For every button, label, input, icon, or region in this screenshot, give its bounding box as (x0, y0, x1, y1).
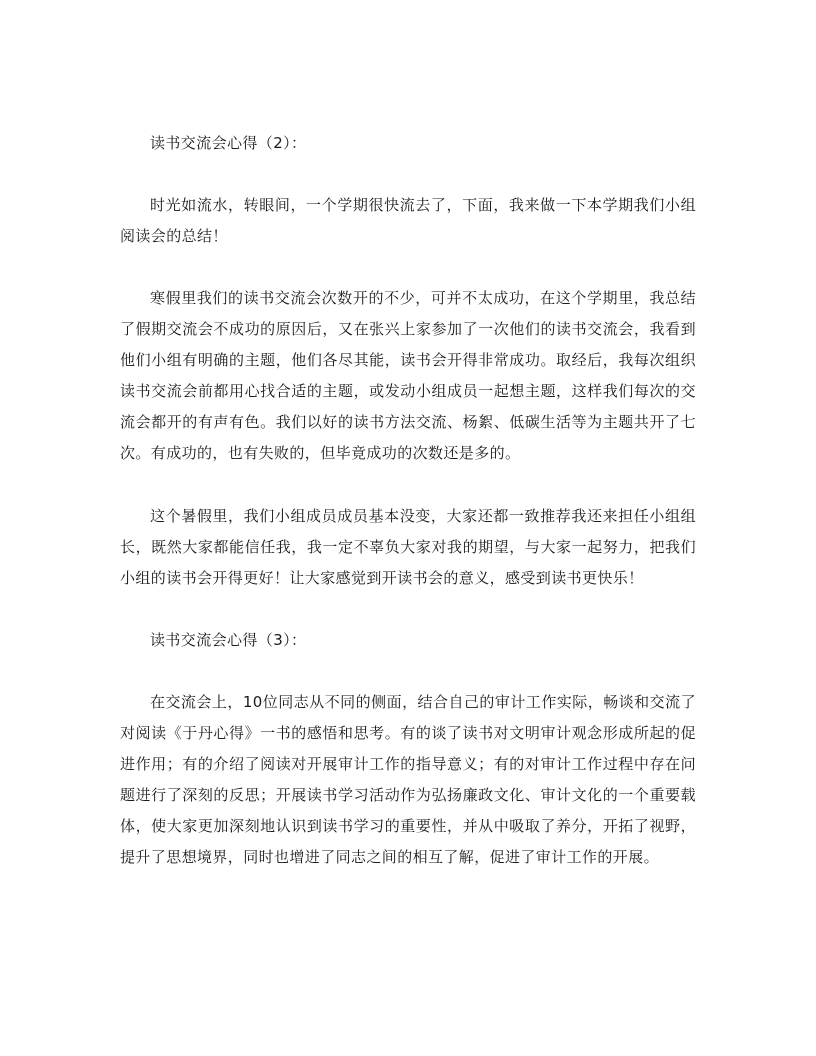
section-heading-2: 读书交流会心得（2）： (150, 134, 307, 152)
summer-plan-paragraph: 这个暑假里，我们小组成员成员基本没变，大家还都一致推荐我还来担任小组组长，既然大家都能信任我，我一定不辜负大家对我的期望，与大家一起努力，把我们小组的读书会开得更好！让大家感觉到开读书会的意义，感受到读书更快乐！ (120, 507, 696, 587)
section-heading-3: 读书交流会心得（3）： (150, 631, 307, 649)
audit-discussion-paragraph: 在交流会上，10位同志从不同的侧面，结合自己的审计工作实际，畅谈和交流了对阅读《于丹心得》一书的感悟和思考。有的谈了读书对文明审计观念形成所起的促进作用；有的介绍了阅读对开展审计工作的指导意义；有的对审计工作过程中存在问题进行了深刻的反思；开展读书学习活动作为弘扬廉政文化、审计文化的一个重要载体，使大家更加深刻地认识到读书学习的重要性，并从中吸取了养分，开拓了视野，提升了思想境界，同时也增进了同志之间的相互了解，促进了审计工作的开展。 (120, 693, 696, 866)
winter-meetings-paragraph: 寒假里我们的读书交流会次数开的不少，可并不太成功，在这个学期里，我总结了假期交流会不成功的原因后，又在张兴上家参加了一次他们的读书交流会，我看到他们小组有明确的主题，他们各尽其能，读书会开得非常成功。取经后，我每次组织读书交流会前都用心找合适的主题，或发动小组成员一起想主题，这样我们每次的交流会都开的有声有色。我们以好的读书方法交流、杨絮、低碳生活等为主题共开了七次。有成功的，也有失败的，但毕竟成功的次数还是多的。 (120, 289, 696, 462)
intro-paragraph: 时光如流水，转眼间，一个学期很快流去了，下面，我来做一下本学期我们小组阅读会的总结！ (120, 196, 696, 245)
